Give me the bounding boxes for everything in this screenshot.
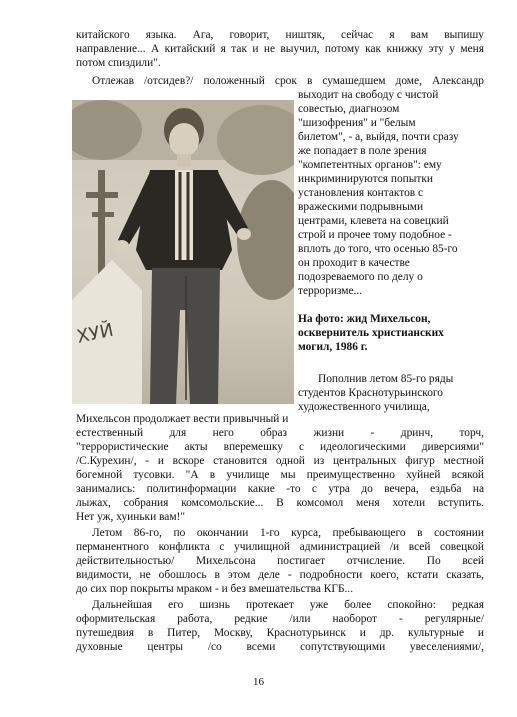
paragraph-start: Отлежав /отсидев?/ положенный срок в сумашедшем доме, Александр	[92, 75, 484, 87]
text-line: духовные центры /со всеми сопутствующими увеселениями/,	[76, 641, 484, 653]
photo-caption-line: могил, 1986 г.	[298, 341, 368, 353]
page-number: 16	[253, 676, 264, 688]
text-line: потом спиздили".	[76, 57, 161, 69]
text-line: художественного училища,	[298, 401, 430, 413]
text-line: строй и прочее тому подобное -	[298, 229, 452, 241]
text-line: выходит на свободу с чистой	[298, 89, 439, 101]
text-line: же попадает в поле зрения	[298, 145, 427, 157]
text-line: студентов Краснотурьинского	[298, 387, 443, 399]
paragraph-start: Дальнейшая его шизнь протекает уже более спокойно: редкая	[92, 599, 484, 611]
text-line: занимались: политинформации какие -то с утра до вечера, ездьба на	[76, 483, 484, 495]
text-line: Нет уж, хуиньки вам!"	[76, 511, 185, 523]
text-line: китайского языка. Ага, говорит, ништяк, сейчас я вам выпишу	[76, 29, 484, 41]
text-line: "террористические акты вперемешку с идеологическими диверсиями"	[76, 441, 484, 453]
text-line: оформительская работа, редкие /или наоборот - регулярные/	[76, 613, 484, 625]
photo-caption-line: осквернитель христианских	[298, 327, 444, 339]
photo-illustration	[72, 100, 294, 404]
text-line: до сих пор покрыты мраком - и без вмешательства КГБ...	[76, 583, 354, 595]
text-line: совестью, диагнозом	[298, 103, 400, 115]
text-line: перманентного конфликта с училищной администрацией /и всей совецкой	[76, 541, 484, 553]
text-line: лыжах, собрания комсомольские... В комсомол меня хотели вступить.	[76, 497, 484, 509]
text-line: инкриминируются попытки	[298, 173, 434, 185]
photo	[72, 100, 294, 404]
text-line: "шизофрения" и "белым	[298, 117, 416, 129]
text-line: вплоть до того, что осенью 85-го	[298, 243, 458, 255]
text-line: подозреваемого по делу о	[298, 271, 423, 283]
photo-caption-line: На фото: жид Михельсон,	[298, 313, 431, 325]
text-line: действительностью/ Михельсона постигает отчисление. По всей	[76, 555, 484, 567]
text-line: путешедвия в Питер, Москву, Краснотурьинск и др. культурные и	[76, 627, 484, 639]
text-line: терроризме...	[298, 285, 363, 297]
text-line: центрами, клевета на совецкий	[298, 215, 449, 227]
text-line: Пополнив летом 85-го ряды	[318, 373, 454, 385]
text-line: "компетентных органов": ему	[298, 159, 442, 171]
text-line: билетом", - а, выйдя, почти сразу	[298, 131, 459, 143]
text-line: Михельсон продолжает вести привычный и	[76, 413, 289, 425]
text-line: направление... А китайский я так и не выучил, потому как книжку эту у меня	[76, 43, 484, 55]
text-line: /С.Курехин/, - и вскоре становится одной из центральных фигур местной	[76, 455, 484, 467]
text-line: вражескими подрывными	[298, 201, 424, 213]
paragraph-start: Летом 86-го, по окончании 1-го курса, пребывающего в состоянии	[92, 527, 484, 539]
text-line: установления контактов с	[298, 187, 424, 199]
text-line: богемной тусовки. "А в училище мы преимущественно хуйней всякой	[76, 469, 484, 481]
graffiti-text: ХУЙ	[74, 319, 116, 348]
text-line: он проходит в качестве	[298, 257, 410, 269]
text-line: видимости, не обошлось в этом деле - подробности коего, кстати сказать,	[76, 569, 484, 581]
text-line: естественный для него образ жизни - дринч, торч,	[76, 427, 484, 439]
